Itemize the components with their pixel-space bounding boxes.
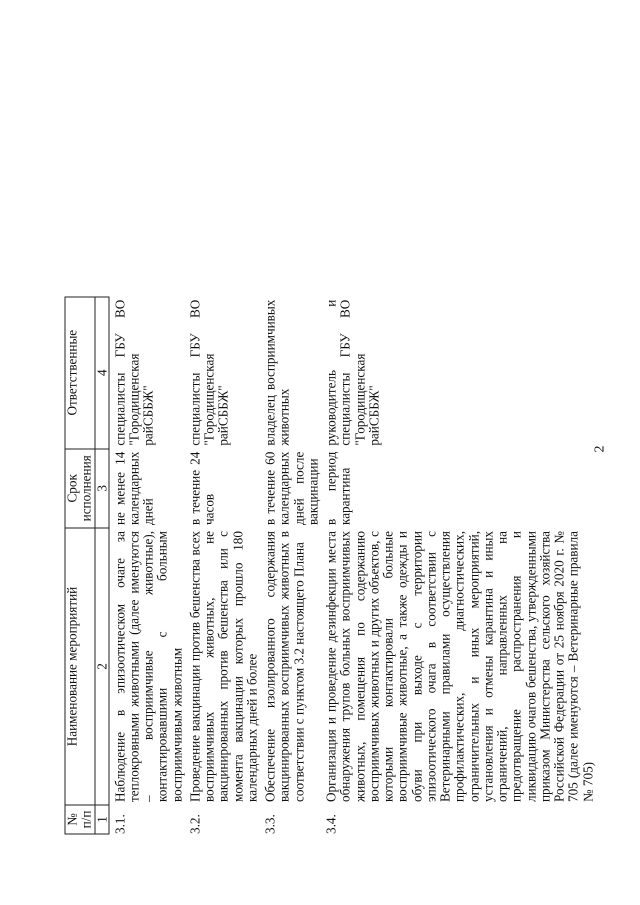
row-responsible: руководитель и специалисты ГБУ ВО "Городищенская райСББЖ" xyxy=(323,299,382,446)
table-row xyxy=(321,297,596,834)
row-name: Наблюдение в эпизоотическом очаге за теплокровными животными (далее именуются – восприимчивые животные), контактировавшими с больным восприимчивым животным xyxy=(112,531,185,802)
header-name: Наименование мероприятий xyxy=(65,528,95,805)
row-responsible: владелец восприимчивых животных xyxy=(262,299,292,446)
row-term: не менее 14 календарных дней xyxy=(112,451,156,525)
header-term: Срок исполнения xyxy=(65,449,95,528)
row-name: Обеспечение изолированного содержания вакцинированных восприимчивых животных в соответствии с пунктом 3.2 настоящего Плана xyxy=(262,531,307,802)
row-number: 3.2. xyxy=(187,814,203,834)
rotated-content xyxy=(1,0,640,905)
table-row xyxy=(109,297,185,834)
table-row xyxy=(184,297,259,834)
column-number: 2 xyxy=(95,528,109,805)
row-term: в период карантина xyxy=(323,451,353,525)
column-number: 3 xyxy=(95,449,109,528)
row-responsible: специалисты ГБУ ВО "Городищенская райСББЖ" xyxy=(187,299,231,446)
column-number: 4 xyxy=(95,297,109,449)
header-responsible: Ответственные xyxy=(65,297,95,449)
table-header-row xyxy=(65,297,95,834)
row-name: Проведение вакцинации против бешенства всех восприимчивых животных, не вакцинированных против бешенства или с момента вакцинации которых прошло 180 календарных дней и более xyxy=(187,531,260,802)
table-row xyxy=(260,297,321,834)
row-responsible: специалисты ГБУ ВО "Городищенская райСББЖ" xyxy=(112,299,156,446)
page-number: 2 xyxy=(592,445,608,453)
row-number: 3.1. xyxy=(112,814,128,834)
row-term: в течение 60 календарных дней после вакцинации xyxy=(262,451,321,525)
row-number: 3.4. xyxy=(323,814,339,834)
column-number: 1 xyxy=(95,805,109,834)
header-number: № п/п xyxy=(65,805,95,834)
column-number-row xyxy=(95,297,109,834)
row-number: 3.3. xyxy=(262,814,278,834)
row-term: в течение 24 часов xyxy=(187,451,217,525)
row-name: Организация и проведение дезинфекции места обнаружения трупов больных восприимчивых животных, помещения по содержанию восприимчивых животных и других объектов, с которыми контактировали больные восприимчивые животные, а также одежды и обуви при выходе с территории эпизоотического очага в соответствии с Ветеринарными правилами осуществления профилактических, диагностических, ограничительных и иных мероприятий, установления и отмены карантина и иных ограничений, направленных на предотвращение распространения и ликвидацию очагов бешенства, утвержденными приказом Министерства сельского хозяйства Российской Федерации от 25 ноября 2020 г. № 705 (далее именуются – Ветеринарные правила № 705) xyxy=(323,531,596,802)
measures-table xyxy=(65,296,596,834)
